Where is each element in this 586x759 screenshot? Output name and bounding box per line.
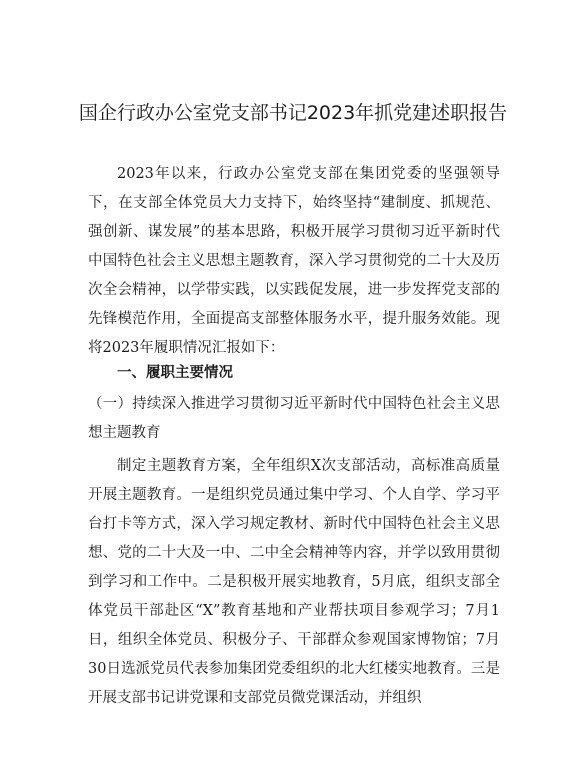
intro-paragraph: 2023年以来，行政办公室党支部在集团党委的坚强领导下，在支部全体党员大力支持下，始终坚持“建制度、抓规范、强创新、谋发展”的基本思路，积极开展学习贯彻习近平新时代中国特色社会主义思想主题教育，深入学习贯彻党的二十大及历次全会精神，以学带实践，以实践促发展，进一步发挥党支部的先锋模范作用，全面提高支部整体服务水平，提升服务效能。现将2023年履职情况汇报如下： (88, 166, 500, 356)
subsection-heading: （一）持续深入推进学习贯彻习近平新时代中国特色社会主义思想主题教育 (88, 396, 500, 441)
section-heading: 一、履职主要情况 (117, 364, 233, 381)
subsection-body-paragraph: 制定主题教育方案，全年组织X次支部活动，高标准高质量开展主题教育。一是组织党员通过集中学习、个人自学、学习平台打卡等方式，深入学习规定教材、新时代中国特色社会主义思想、党的二十大及一中、二中全会精神等内容，并学以致用贯彻到学习和工作中。二是积极开展实地教育，5月底，组织支部全体党员干部赴区“X”教育基地和产业帮扶项目参观学习；7月1日，组织全体党员、积极分子、干部群众参观国家博物馆；7月30日选派党员代表参加集团党委组织的北大红楼实地教育。三是开展支部书记讲党课和支部党员微党课活动，并组织 (88, 458, 500, 706)
document-title: 国企行政办公室党支部书记2023年抓党建述职报告 (78, 102, 508, 124)
